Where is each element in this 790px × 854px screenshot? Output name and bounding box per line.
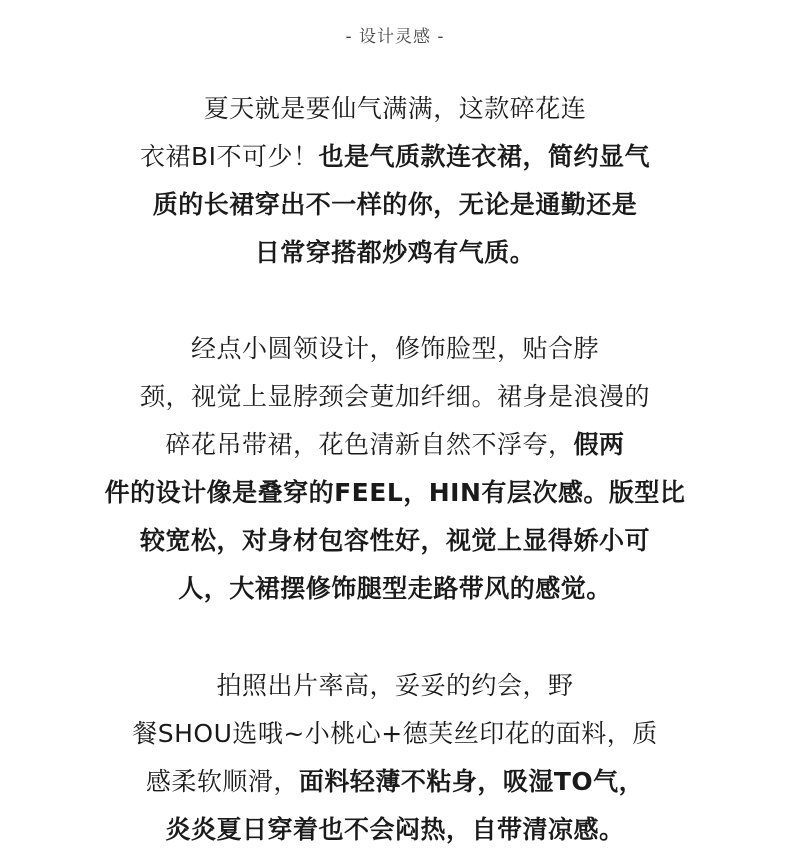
bold-text-segment: 人，大裙摆修饰腿型走路带风的感觉。 <box>178 574 612 603</box>
bold-text-segment: 假两 <box>573 430 625 459</box>
text-segment: 碎花吊带裙，花色清新自然不浮夸， <box>165 430 574 459</box>
text-line <box>0 469 790 517</box>
text-segment: 夏天就是要仙气满满，这款碎花连 <box>203 94 587 123</box>
paragraph-collar-design <box>0 325 790 613</box>
text-segment: 经点小圆领设计，修饰脸型，贴合脖 <box>190 334 599 363</box>
bold-text-segment: 面料轻薄不粘身，吸湿TO气， <box>298 767 645 796</box>
text-segment: 感柔软顺滑， <box>145 767 299 796</box>
text-line <box>0 662 790 710</box>
text-line <box>0 710 790 758</box>
text-line <box>0 85 790 133</box>
text-line <box>0 325 790 373</box>
text-line <box>0 133 790 181</box>
text-line <box>0 373 790 421</box>
bold-text-segment: 质的长裙穿出不一样的你，无论是通勤还是 <box>152 190 638 219</box>
text-line <box>0 229 790 277</box>
bold-text-segment: 也是气质款连衣裙，简约显气 <box>318 142 651 171</box>
text-segment: 衣裙BI不可少！ <box>139 142 319 171</box>
text-segment: 颈，视觉上显脖颈会莄加纤细。裙身是浪漫的 <box>139 382 650 411</box>
text-segment: 餐SHOU选哦~小桃心+德芙丝印花的面料，质 <box>132 719 658 748</box>
bold-text-segment: 件的设计像是叠穿的FEEL，HIN有层次感。版型比 <box>104 478 686 507</box>
text-line <box>0 421 790 469</box>
text-segment: 拍照出片率高，妥妥的约会，野 <box>216 671 574 700</box>
section-title: - 设计灵感 - <box>345 27 445 47</box>
text-line <box>0 517 790 565</box>
bold-text-segment: 较宽松，对身材包容性好，视觉上显得娇小可 <box>139 526 650 555</box>
text-line <box>0 181 790 229</box>
paragraph-fabric <box>0 662 790 854</box>
text-line <box>0 565 790 613</box>
paragraph-design-intro <box>0 85 790 277</box>
text-line <box>0 806 790 854</box>
text-line <box>0 758 790 806</box>
bold-text-segment: 炎炎夏日穿着也不会闷热，自带清凉感。 <box>165 815 625 844</box>
bold-text-segment: 日常穿搭都炒鸡有气质。 <box>254 238 536 267</box>
